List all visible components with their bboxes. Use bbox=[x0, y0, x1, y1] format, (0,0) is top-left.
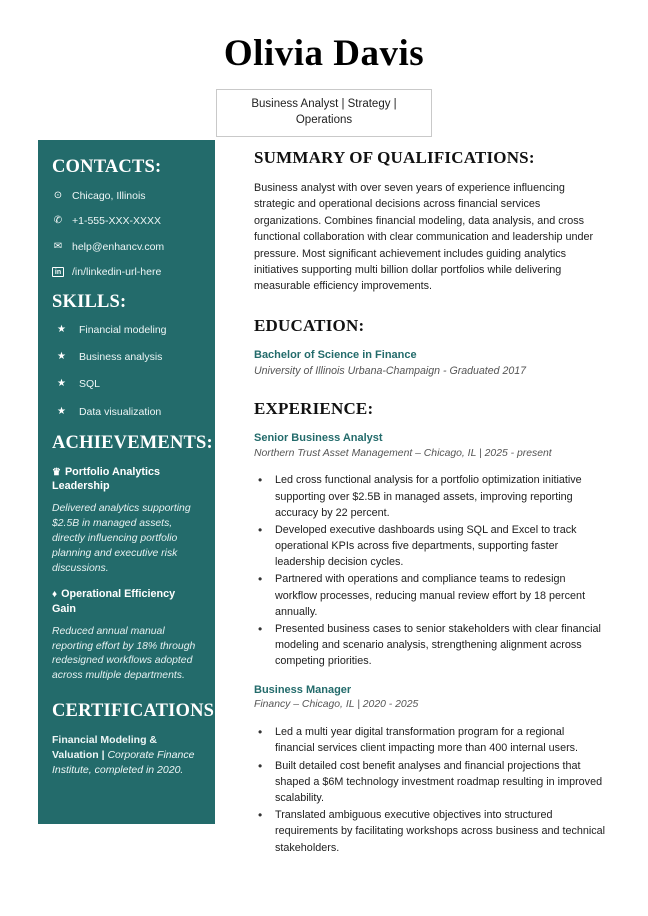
summary-text: Business analyst with over seven years of experience influencing strategic and operational decisions across financial services organizations. Combines financial modeling, data analysis, and cross functional collaboration with clear communication and leadership under pressure. Most significant achievement includes guiding analytics initiatives supporting multi billion dollar portfolios while delivering measurable efficiency improvements. bbox=[254, 182, 594, 293]
experience-item bbox=[254, 431, 606, 670]
certification-item bbox=[52, 733, 201, 778]
skills-heading: SKILLS: bbox=[52, 291, 127, 312]
contact-row[interactable] bbox=[52, 214, 201, 228]
skill-label: SQL bbox=[78, 378, 100, 391]
certification-issuer: Corporate Finance Institute, completed in 2020. bbox=[52, 748, 195, 776]
skill-item bbox=[52, 323, 201, 337]
experience-item bbox=[254, 683, 606, 856]
achievement-item bbox=[52, 465, 201, 576]
experience-heading: EXPERIENCE: bbox=[254, 398, 374, 418]
star-icon: ★ bbox=[57, 351, 66, 363]
skill-label: Data visualization bbox=[78, 405, 162, 418]
job-title: Senior Business Analyst bbox=[254, 431, 383, 444]
job-bullet-list bbox=[254, 472, 606, 669]
achievements-list bbox=[52, 465, 201, 684]
email-icon: ✉ bbox=[53, 240, 63, 252]
education-degree: Bachelor of Science in Finance bbox=[254, 348, 417, 361]
job-bullet: • Led a multi year digital transformation program for a regional financial services client impacting more than 400 internal users. bbox=[254, 724, 606, 756]
job-bullet: • Built detailed cost benefit analyses and financial projections that shaped a $6M technology investment roadmap resulting in improved scalability. bbox=[254, 758, 606, 807]
contact-text: Chicago, Illinois bbox=[72, 190, 146, 203]
job-bullet-list bbox=[254, 724, 606, 856]
resume-header bbox=[0, 0, 648, 137]
star-icon: ★ bbox=[57, 405, 66, 417]
achievement-description: Reduced annual manual reporting effort by 18% through redesigned workflows adopted across multiple departments. bbox=[52, 625, 196, 682]
job-bullet: • Led cross functional analysis for a portfolio optimization initiative supporting over $2.5B in managed assets, improving reporting accuracy by 22 percent. bbox=[254, 472, 606, 521]
education-heading: EDUCATION: bbox=[254, 315, 365, 335]
job-title-box: Business Analyst | Strategy | Operations bbox=[216, 89, 432, 138]
linkedin-icon: in bbox=[52, 267, 64, 277]
skill-item bbox=[52, 377, 201, 391]
education-list bbox=[254, 348, 606, 379]
section-experience bbox=[254, 399, 606, 856]
skill-item bbox=[52, 350, 201, 364]
contacts-heading: CONTACTS: bbox=[52, 157, 162, 177]
gem-icon: ♦ bbox=[52, 589, 58, 601]
sidebar bbox=[38, 140, 221, 824]
star-icon: ★ bbox=[57, 378, 66, 390]
location-pin-icon: ⊙ bbox=[53, 190, 63, 202]
contacts-list bbox=[52, 189, 201, 279]
achievements-heading: ACHIEVEMENTS: bbox=[52, 432, 213, 453]
job-bullet: • Translated ambiguous executive objectives into structured requirements by facilitating workshops across business and technical stakeholders. bbox=[254, 807, 606, 856]
job-bullet: • Partnered with operations and compliance teams to redesign workflow processes, reducing manual review effort by 18 percent annually. bbox=[254, 571, 606, 620]
skills-list bbox=[52, 323, 201, 419]
certification-name: Financial Modeling & Valuation | bbox=[52, 734, 158, 761]
achievement-description: Delivered analytics supporting $2.5B in managed assets, directly influencing portfolio planning and executive risk discussions. bbox=[52, 503, 191, 574]
contact-text: /in/linkedin-url-here bbox=[72, 265, 162, 278]
phone-icon: ✆ bbox=[53, 215, 63, 227]
achievement-title bbox=[52, 465, 201, 494]
contact-text: +1-555-XXX-XXXX bbox=[72, 215, 162, 228]
star-icon: ★ bbox=[57, 324, 66, 336]
achievement-title-text: Portfolio Analytics Leadership bbox=[52, 465, 160, 493]
certifications-list bbox=[52, 733, 201, 778]
section-summary bbox=[254, 148, 606, 295]
contact-row[interactable] bbox=[52, 189, 201, 203]
job-meta: Northern Trust Asset Management – Chicago, IL | 2025 - present bbox=[254, 447, 552, 459]
achievement-item bbox=[52, 587, 201, 684]
page-title: Olivia Davis bbox=[223, 33, 425, 74]
main-content bbox=[254, 148, 606, 857]
contact-text: help@enhancv.com bbox=[72, 240, 165, 253]
summary-heading: SUMMARY OF QUALIFICATIONS: bbox=[254, 148, 535, 167]
job-bullet: • Developed executive dashboards using SQL and Excel to track operational KPIs across five departments, supporting faster leadership decision cycles. bbox=[254, 522, 606, 571]
job-title: Business Manager bbox=[254, 683, 352, 696]
crown-icon: ♛ bbox=[52, 466, 61, 478]
section-education bbox=[254, 316, 606, 379]
skill-item bbox=[52, 405, 201, 419]
achievement-title-text: Operational Efficiency Gain bbox=[52, 588, 176, 615]
education-item bbox=[254, 348, 606, 379]
achievement-title bbox=[52, 587, 201, 616]
contact-row[interactable] bbox=[52, 265, 201, 279]
certifications-heading: CERTIFICATIONS: bbox=[52, 700, 221, 721]
skill-label: Business analysis bbox=[78, 351, 163, 364]
experience-list bbox=[254, 431, 606, 856]
education-school: University of Illinois Urbana-Champaign - Graduated 2017 bbox=[254, 364, 527, 377]
job-bullet: • Presented business cases to senior stakeholders with clear financial modeling and scenario analysis, strengthening alignment across competing priorities. bbox=[254, 621, 606, 670]
job-meta: Financy – Chicago, IL | 2020 - 2025 bbox=[254, 699, 419, 711]
skill-label: Financial modeling bbox=[78, 324, 167, 337]
contact-row[interactable] bbox=[52, 240, 201, 254]
